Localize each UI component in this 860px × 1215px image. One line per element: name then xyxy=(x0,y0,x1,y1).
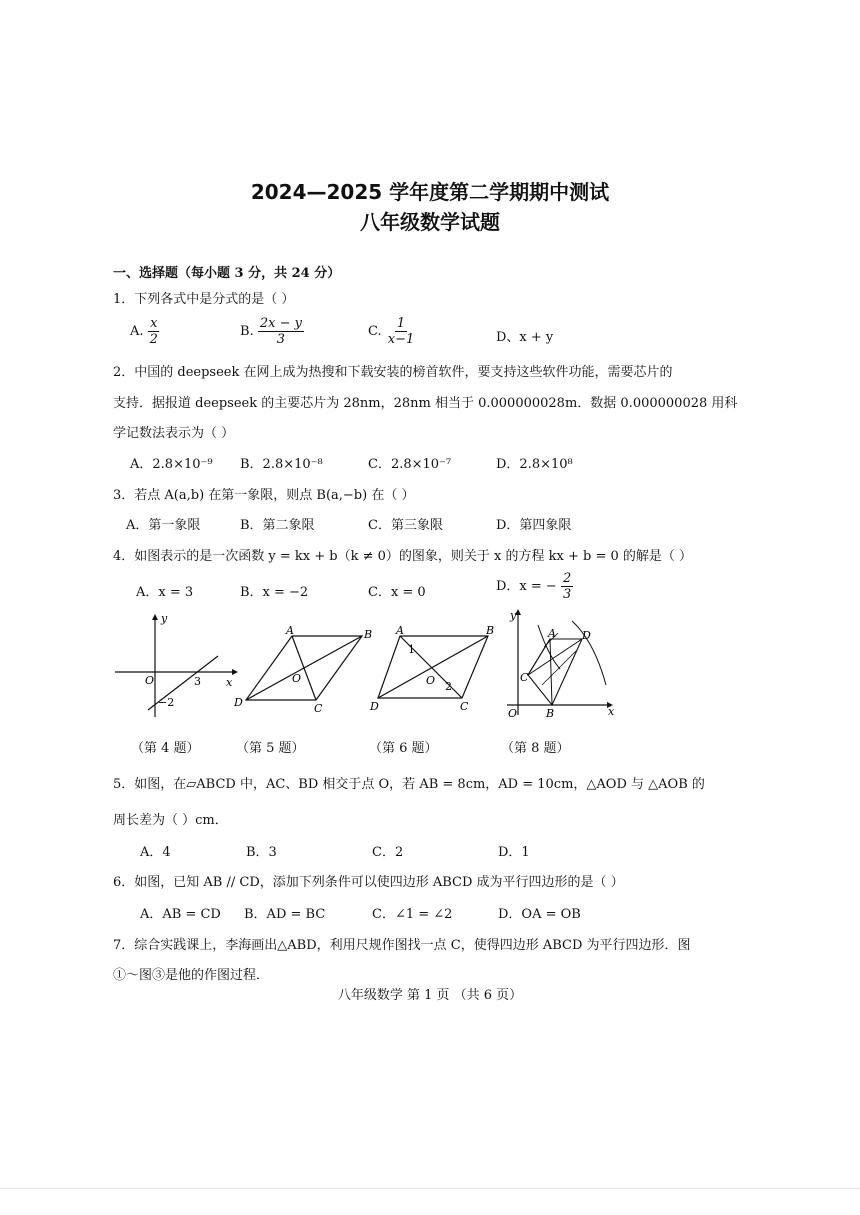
question-2-line-3: 学记数法表示为（ ） xyxy=(113,426,235,441)
center-o: O xyxy=(292,672,302,685)
q4-option-c: C．x = 0 xyxy=(368,585,426,600)
vertex-a: A xyxy=(286,624,294,637)
point-c: C xyxy=(520,671,529,684)
vertex-b: B xyxy=(364,628,373,641)
x-intercept-label: 3 xyxy=(194,675,201,688)
q2-option-a: A．2.8×10⁻⁹ xyxy=(130,457,213,472)
figure-4-caption: （第 4 题） xyxy=(131,741,200,756)
q6-option-b: B．AD = BC xyxy=(244,907,326,922)
angle-1: 1 xyxy=(408,643,415,656)
vertex-d: D xyxy=(370,700,379,713)
point-a: A xyxy=(548,627,556,640)
origin-label: O xyxy=(508,707,518,719)
origin-label: O xyxy=(145,674,155,687)
q5-option-b: B．3 xyxy=(246,845,277,860)
y-axis-label: y xyxy=(510,609,517,622)
x-axis-label: x xyxy=(608,705,615,718)
angle-2: 2 xyxy=(445,680,452,693)
figure-4-graph xyxy=(110,612,240,722)
q2-option-c: C．2.8×10⁻⁷ xyxy=(368,457,452,472)
question-3-stem: 3．若点 A(a,b) 在第一象限，则点 B(a,−b) 在（ ） xyxy=(113,488,415,503)
q4-option-d: D．x = − $\frac{2}{3}$ xyxy=(496,571,572,602)
q3-option-a: A．第一象限 xyxy=(126,518,201,533)
q3-option-c: C．第三象限 xyxy=(368,518,443,533)
page-edge-divider xyxy=(0,1188,860,1189)
x-axis-label: x xyxy=(226,676,233,689)
figure-5-caption: （第 5 题） xyxy=(236,741,305,756)
y-axis-label: y xyxy=(161,612,168,625)
figure-6-parallelogram xyxy=(366,624,496,716)
vertex-a: A xyxy=(396,624,404,637)
q6-option-c: C．∠1 = ∠2 xyxy=(372,907,453,922)
question-5-line-1: 5．如图，在▱ABCD 中，AC、BD 相交于点 O，若 AB = 8cm，AD = 10cm，△AOD 与 △AOB 的 xyxy=(113,777,705,792)
figure-6-caption: （第 6 题） xyxy=(369,741,438,756)
point-d: D xyxy=(582,629,591,642)
question-4-stem: 4．如图表示的是一次函数 y = kx + b（k ≠ 0）的图象，则关于 x 的方程 kx + b = 0 的解是（ ） xyxy=(113,549,693,564)
exam-title: 2024—2025 学年度第二学期期中测试 xyxy=(250,180,610,204)
vertex-d: D xyxy=(234,696,243,709)
q1-option-d: D、x + y xyxy=(496,330,554,345)
question-5-line-2: 周长差为（ ）cm． xyxy=(113,813,228,828)
figure-8-caption: （第 8 题） xyxy=(501,741,570,756)
q4-option-b: B．x = −2 xyxy=(240,585,309,600)
q3-option-d: D．第四象限 xyxy=(496,518,572,533)
question-7-line-1: 7．综合实践课上，李海画出△ABD，利用尺规作图找一点 C，使得四边形 ABCD 为平行四边形．图 xyxy=(113,938,691,953)
figure-8-construction xyxy=(502,607,617,719)
question-2-line-1: 2．中国的 deepseek 在网上成为热搜和下载安装的榜首软件，要支持这些软件功能，需要芯片的 xyxy=(113,365,673,380)
q2-option-b: B．2.8×10⁻⁸ xyxy=(240,457,323,472)
question-7-line-2: ①～图③是他的作图过程． xyxy=(113,968,270,983)
q3-option-b: B．第二象限 xyxy=(240,518,315,533)
vertex-c: C xyxy=(314,702,323,715)
question-2-line-2: 支持．据报道 deepseek 的主要芯片为 28nm，28nm 相当于 0.000000028m．数据 0.000000028 用科 xyxy=(113,396,738,411)
q1-option-c: C. $\frac{1}{x-1}$ xyxy=(368,316,415,347)
exam-subtitle: 八年级数学试题 xyxy=(360,210,500,234)
q6-option-a: A．AB = CD xyxy=(140,907,221,922)
vertex-c: C xyxy=(460,700,469,713)
q5-option-c: C．2 xyxy=(372,845,404,860)
question-1-stem: 1．下列各式中是分式的是（ ） xyxy=(113,292,295,307)
question-6-stem: 6．如图，已知 AB // CD，添加下列条件可以使四边形 ABCD 成为平行四边形的是（ ） xyxy=(113,875,624,890)
q1-option-a: A. $\frac{x}{2}$ xyxy=(130,316,158,347)
q1-option-b: B. $\frac{2x - y}{3}$ xyxy=(240,316,302,347)
q6-option-d: D．OA = OB xyxy=(498,907,581,922)
page-footer: 八年级数学 第 1 页 （共 6 页） xyxy=(337,988,523,1003)
q5-option-a: A．4 xyxy=(140,845,171,860)
figure-5-parallelogram xyxy=(228,624,378,716)
y-intercept-label: −2 xyxy=(158,696,175,709)
q5-option-d: D．1 xyxy=(498,845,530,860)
q2-option-d: D．2.8×10⁸ xyxy=(496,457,573,472)
center-o: O xyxy=(426,674,436,687)
vertex-b: B xyxy=(486,624,495,637)
q4-option-a: A．x = 3 xyxy=(136,585,194,600)
point-b: B xyxy=(546,707,555,719)
section-heading: 一、选择题（每小题 3 分，共 24 分） xyxy=(113,266,341,281)
